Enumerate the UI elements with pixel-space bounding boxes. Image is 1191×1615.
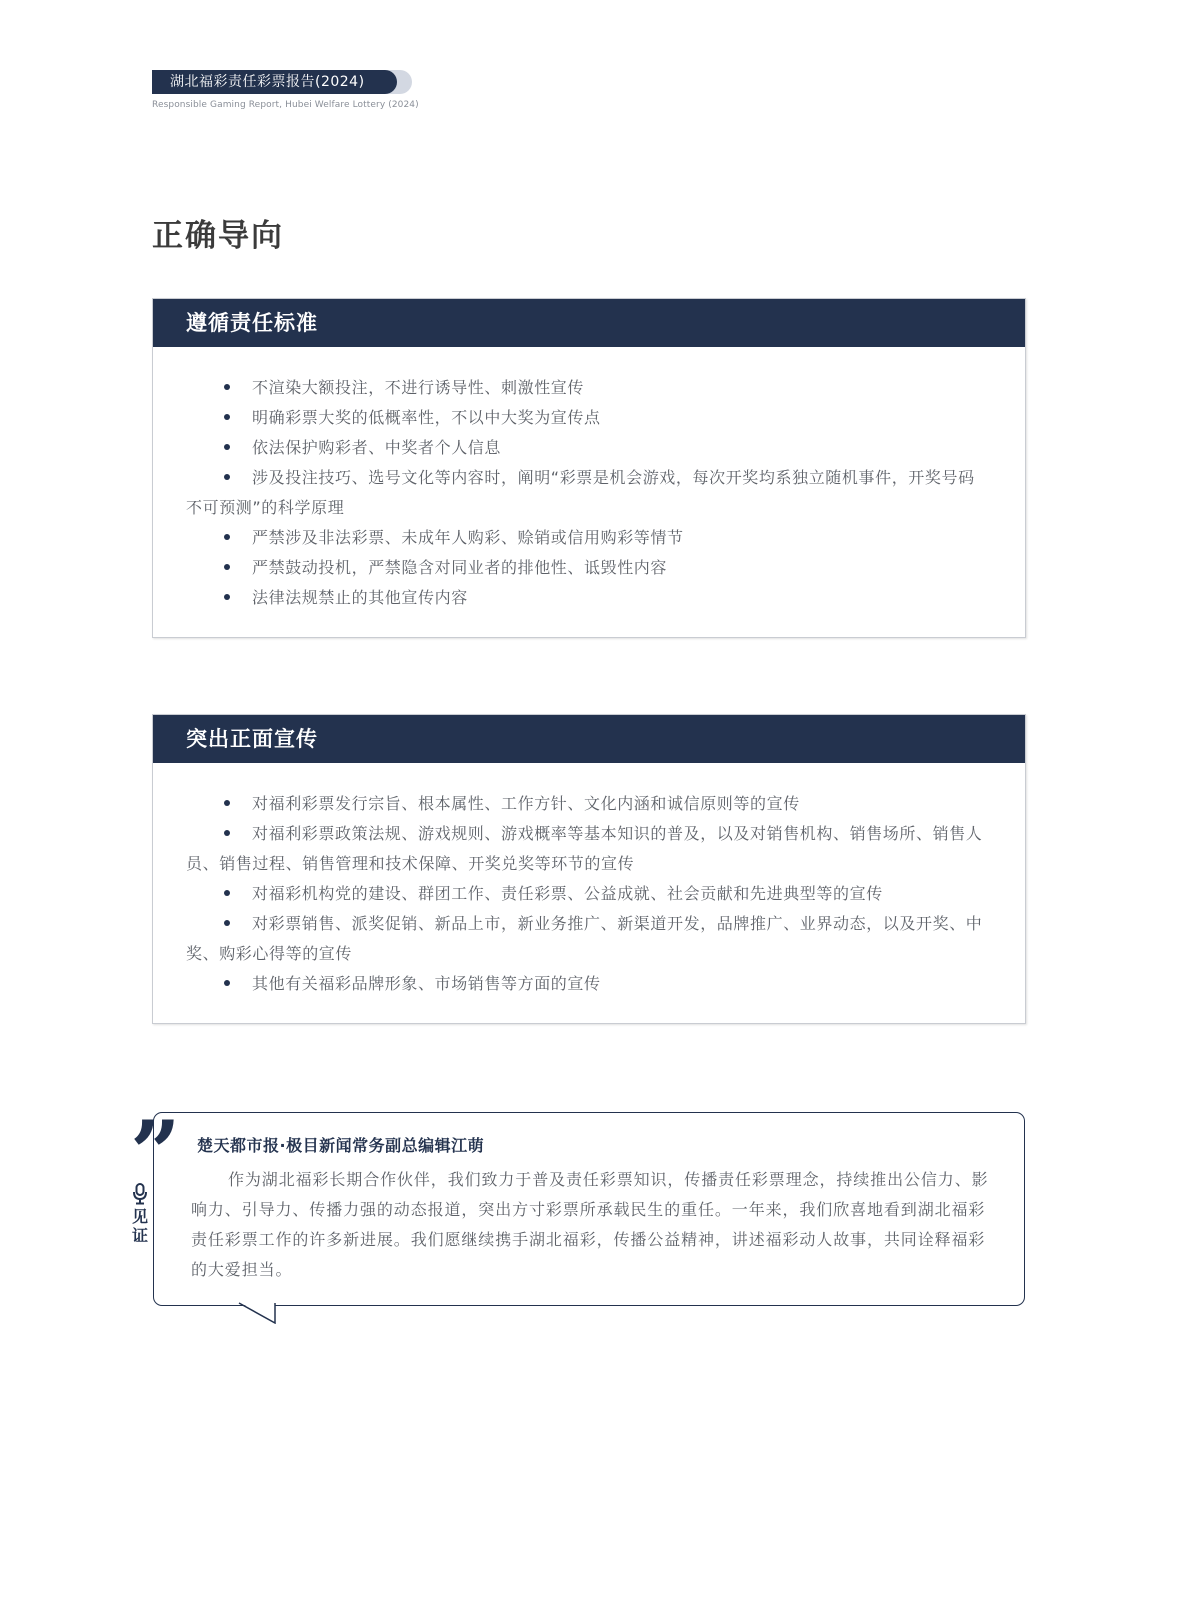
report-header: [152, 70, 419, 114]
section-title: 突出正面宣传: [153, 715, 1025, 763]
microphone-icon: [132, 1183, 148, 1205]
bullet-icon: [224, 920, 230, 926]
testimony-tag-label: 见证: [131, 1207, 148, 1245]
section-title: 遵循责任标准: [153, 299, 1025, 347]
section-body: [153, 347, 1025, 637]
section-positive-publicity: [152, 714, 1026, 1024]
bullet-icon: [224, 564, 230, 570]
testimony-author: 楚天都市报·极目新闻常务副总编辑江萌: [197, 1136, 485, 1155]
list-item: 依法保护购彩者、中奖者个人信息: [186, 433, 987, 463]
bullet-icon: [224, 594, 230, 600]
list-item: 对福利彩票政策法规、游戏规则、游戏概率等基本知识的普及，以及对销售机构、销售场所、销售人员、销售过程、销售管理和技术保障、开奖兑奖等环节的宣传: [186, 824, 983, 873]
list-item: 对福彩机构党的建设、群团工作、责任彩票、公益成就、社会贡献和先进典型等的宣传: [186, 879, 987, 909]
list-item: 涉及投注技巧、选号文化等内容时，阐明“彩票是机会游戏，每次开奖均系独立随机事件，开奖号码不可预测”的科学原理: [186, 468, 975, 517]
bullet-icon: [224, 830, 230, 836]
speech-bubble-tail: [238, 1302, 278, 1324]
bullet-icon: [224, 890, 230, 896]
list-item: 严禁鼓动投机，严禁隐含对同业者的排他性、诋毁性内容: [186, 553, 987, 583]
testimony-box: [153, 1112, 1025, 1306]
page-title: 正确导向: [152, 218, 284, 254]
list-item: 不渲染大额投注，不进行诱导性、刺激性宣传: [186, 373, 987, 403]
bullet-icon: [224, 384, 230, 390]
list-item: 对彩票销售、派奖促销、新品上市，新业务推广、新渠道开发，品牌推广、业界动态，以及开奖、中奖、购彩心得等的宣传: [186, 914, 983, 963]
testimony-tag: [130, 1183, 150, 1245]
bullet-icon: [224, 444, 230, 450]
bullet-icon: [224, 414, 230, 420]
list-item: 对福利彩票发行宗旨、根本属性、工作方针、文化内涵和诚信原则等的宣传: [186, 789, 987, 819]
section-body: [153, 763, 1025, 1023]
bullet-icon: [224, 474, 230, 480]
list-item: 其他有关福彩品牌形象、市场销售等方面的宣传: [186, 969, 987, 999]
report-subtitle: Responsible Gaming Report, Hubei Welfare Lottery (2024): [152, 100, 419, 110]
quote-mark-icon: ”: [130, 1118, 181, 1178]
testimony-text: 作为湖北福彩长期合作伙伴，我们致力于普及责任彩票知识，传播责任彩票理念，持续推出公信力、影响力、引导力、传播力强的动态报道，突出方寸彩票所承载民生的重任。一年来，我们欣喜地看到湖北福彩责任彩票工作的许多新进展。我们愿继续携手湖北福彩，传播公益精神，讲述福彩动人故事，共同诠释福彩的大爱担当。: [191, 1170, 989, 1279]
report-title: 湖北福彩责任彩票报告(2024): [170, 74, 365, 90]
bullet-icon: [224, 534, 230, 540]
list-item: 法律法规禁止的其他宣传内容: [186, 583, 987, 613]
list-item: 明确彩票大奖的低概率性，不以中大奖为宣传点: [186, 403, 987, 433]
bullet-icon: [224, 800, 230, 806]
list-item: 严禁涉及非法彩票、未成年人购彩、赊销或信用购彩等情节: [186, 523, 987, 553]
bullet-icon: [224, 980, 230, 986]
section-responsibility-standards: [152, 298, 1026, 638]
